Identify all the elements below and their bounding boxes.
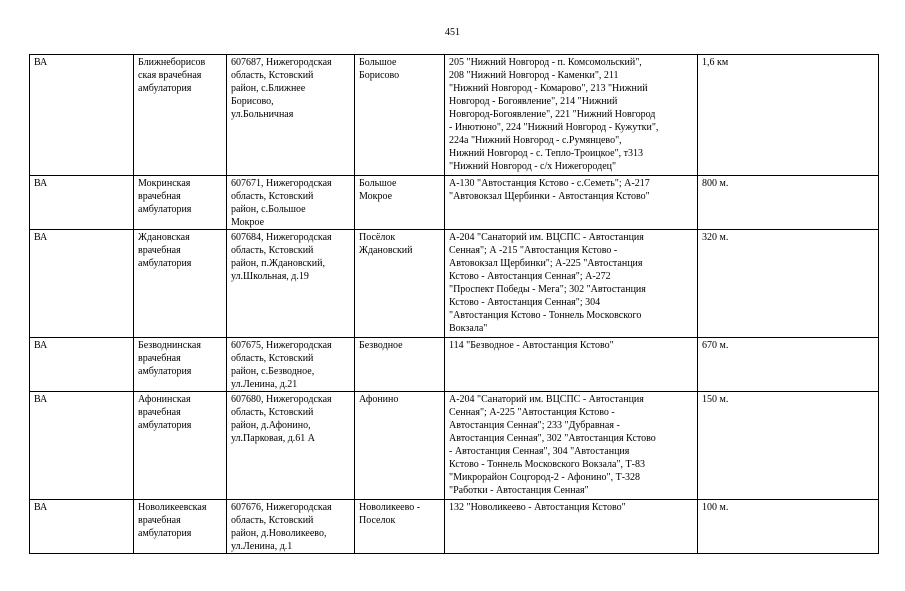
facility-type: ВА — [34, 57, 48, 68]
facility-type-cell — [30, 230, 134, 338]
distance-cell — [698, 338, 879, 392]
facility-type-cell — [30, 176, 134, 230]
facilities-table — [29, 54, 879, 554]
table-row — [30, 500, 879, 554]
facility-type-cell — [30, 500, 134, 554]
routes-cell — [445, 55, 698, 176]
facility-address: 607676, Нижегородская область, Кстовский район, д.Новоликеево, ул.Ленина, д.1 — [231, 502, 332, 552]
locality-cell — [355, 230, 445, 338]
bus-routes: 132 "Новоликеево - Автостанция Кстово" — [449, 502, 626, 513]
locality-cell — [355, 338, 445, 392]
distance: 100 м. — [702, 502, 729, 513]
facility-address: 607680, Нижегородская область, Кстовский район, д.Афонино, ул.Парковая, д.61 А — [231, 394, 332, 444]
routes-cell — [445, 338, 698, 392]
page-number: 451 — [445, 27, 460, 38]
facility-address-cell — [227, 392, 355, 500]
facility-name: Мокринская врачебная амбулатория — [138, 178, 192, 215]
bus-routes: 114 "Безводное - Автостанция Кстово" — [449, 340, 614, 351]
facility-name-cell — [134, 55, 227, 176]
facility-name-cell — [134, 392, 227, 500]
facility-name-cell — [134, 500, 227, 554]
facility-address: 607684, Нижегородская область, Кстовский район, п.Ждановский, ул.Школьная, д.19 — [231, 232, 332, 282]
bus-routes: 205 "Нижний Новгород - п. Комсомольский", 208 "Нижний Новгород - Каменки", 211 "Нижний Новгород - Комарово", 213 "Нижний Новгород - Богоявление", 214 "Нижний Новгород-Богоявление", 221 "Нижний Новгород - Инютюно", 224 "Нижний Новгород - Кужутки", 224а "Нижний Новгород - с.Румянцево", Нижний Новгород - с. Тепло-Троицкое", т313 "Нижний Новгород - с/х Нижегородец" — [449, 57, 659, 172]
locality: Большое Борисово — [359, 57, 400, 81]
locality: Новоликеево - Поселок — [359, 502, 421, 526]
facility-address-cell — [227, 500, 355, 554]
distance-cell — [698, 55, 879, 176]
table-row — [30, 392, 879, 500]
locality: Посёлок Ждановский — [359, 232, 413, 256]
table-row — [30, 55, 879, 176]
distance: 320 м. — [702, 232, 729, 243]
locality-cell — [355, 176, 445, 230]
distance: 1,6 км — [702, 57, 729, 68]
facility-address: 607687, Нижегородская область, Кстовский район, с.Ближнее Борисово, ул.Больничная — [231, 57, 332, 120]
facility-name: Новоликеевская врачебная амбулатория — [138, 502, 207, 539]
table-row — [30, 338, 879, 392]
locality-cell — [355, 500, 445, 554]
locality: Афонино — [359, 394, 399, 405]
distance: 670 м. — [702, 340, 729, 351]
bus-routes: А-130 "Автостанция Кстово - с.Семеть"; А-217 "Автовокзал Щербинки - Автостанция Кстово" — [449, 178, 650, 202]
facility-type: ВА — [34, 502, 48, 513]
bus-routes: А-204 "Санаторий им. ВЦСПС - Автостанция Сенная"; А-225 "Автостанция Кстово - Автостанция Сенная"; 233 "Дубравная - Автостанция Сенная", 302 "Автостанция Кстово - Автостанция Сенная", 304 "Автостанция Кстово - Тоннель Московского Вокзала", Т-83 "Микрорайон Соцгород-2 - Афонино", Т-328 "Работки - Автостанция Сенная" — [449, 394, 656, 496]
routes-cell — [445, 176, 698, 230]
facility-address: 607675, Нижегородская область, Кстовский район, с.Безводное, ул.Ленина, д.21 — [231, 340, 332, 390]
facility-address: 607671, Нижегородская область, Кстовский район, с.Большое Мокрое — [231, 178, 332, 228]
facility-name-cell — [134, 176, 227, 230]
facility-name: Ждановская врачебная амбулатория — [138, 232, 192, 269]
facility-name-cell — [134, 338, 227, 392]
facility-name: Безводнинская врачебная амбулатория — [138, 340, 201, 377]
distance: 150 м. — [702, 394, 729, 405]
table-row — [30, 176, 879, 230]
facility-name: Афонинская врачебная амбулатория — [138, 394, 192, 431]
locality: Большое Мокрое — [359, 178, 397, 202]
facility-type-cell — [30, 55, 134, 176]
locality: Безводное — [359, 340, 403, 351]
distance-cell — [698, 392, 879, 500]
facility-address-cell — [227, 338, 355, 392]
facility-address-cell — [227, 55, 355, 176]
table-row — [30, 230, 879, 338]
facility-type: ВА — [34, 394, 48, 405]
facility-name: Ближнеборисов ская врачебная амбулатория — [138, 57, 206, 94]
facility-address-cell — [227, 176, 355, 230]
facility-type-cell — [30, 392, 134, 500]
facility-type: ВА — [34, 232, 48, 243]
facility-type: ВА — [34, 178, 48, 189]
routes-cell — [445, 230, 698, 338]
routes-cell — [445, 500, 698, 554]
routes-cell — [445, 392, 698, 500]
bus-routes: А-204 "Санаторий им. ВЦСПС - Автостанция Сенная"; А -215 "Автостанция Кстово - Автовокзал Щербинки"; А-225 "Автостанция Кстово - Автостанция Сенная"; А-272 "Проспект Победы - Мега"; 302 "Автостанция Кстово - Автостанция Сенная"; 304 "Автостанция Кстово - Тоннель Московского Вокзала" — [449, 232, 646, 334]
facility-name-cell — [134, 230, 227, 338]
facility-type: ВА — [34, 340, 48, 351]
locality-cell — [355, 55, 445, 176]
facility-address-cell — [227, 230, 355, 338]
distance: 800 м. — [702, 178, 729, 189]
distance-cell — [698, 176, 879, 230]
distance-cell — [698, 230, 879, 338]
facility-type-cell — [30, 338, 134, 392]
distance-cell — [698, 500, 879, 554]
locality-cell — [355, 392, 445, 500]
